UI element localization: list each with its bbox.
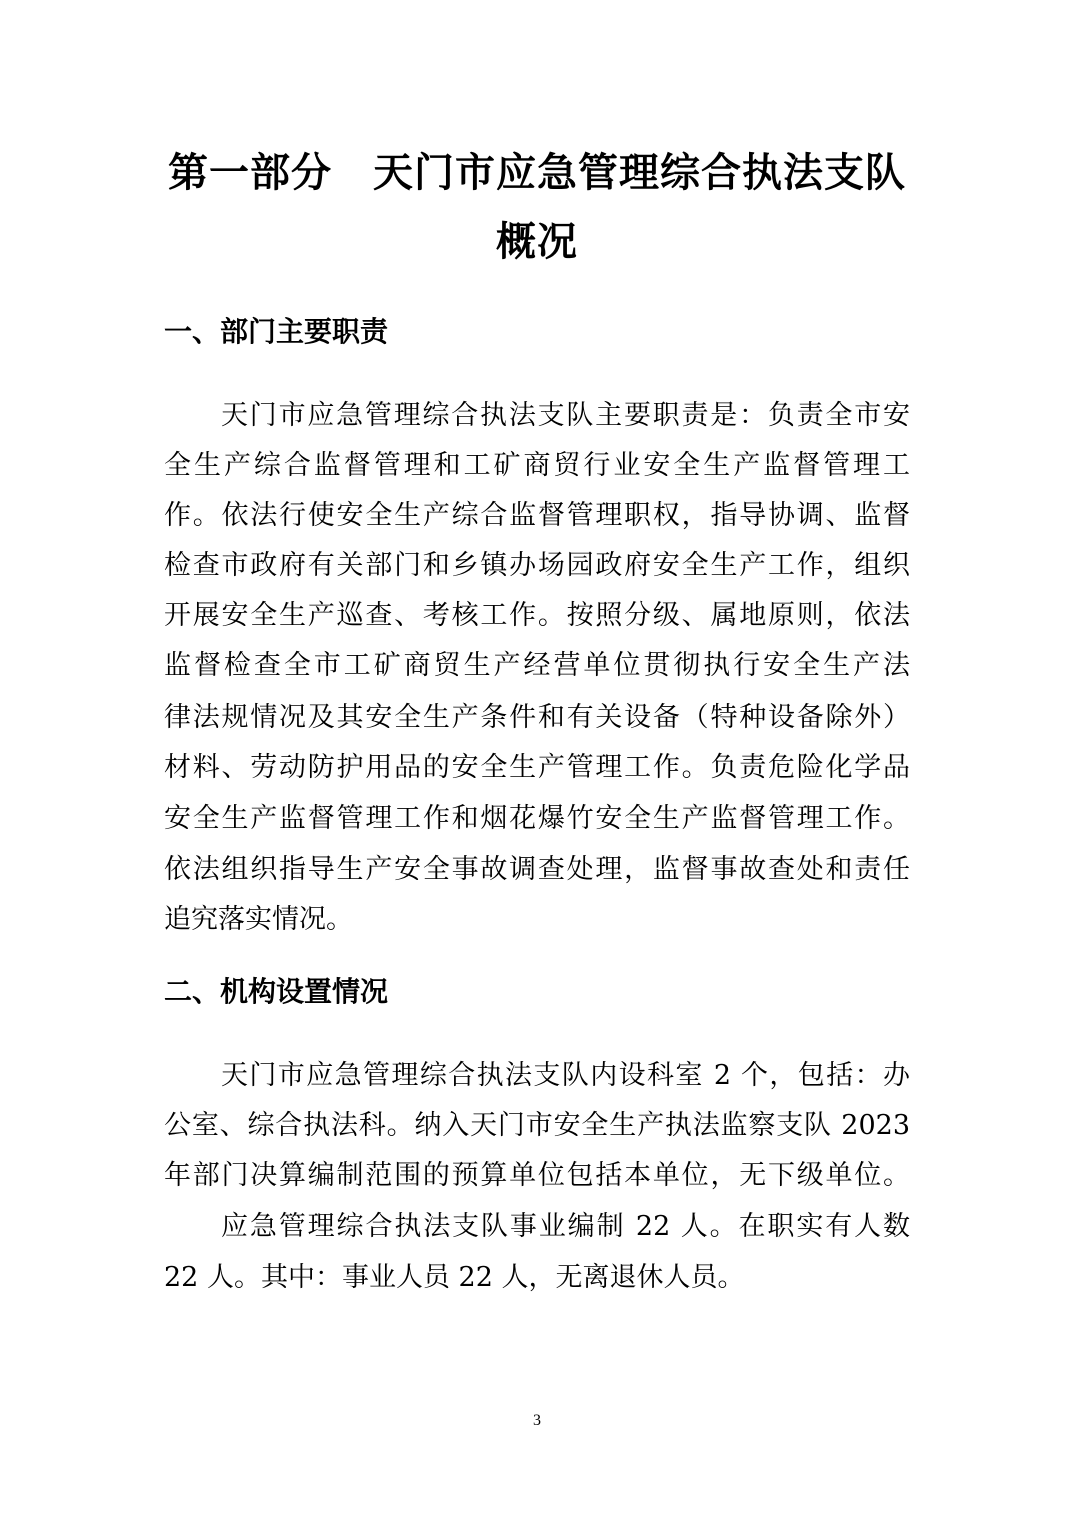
paragraph-line: 追究落实情况。 xyxy=(164,904,353,935)
paragraph-line: 作。依法行使安全生产综合监督管理职权，指导协调、监督 xyxy=(164,500,910,531)
paragraph-line: 天门市应急管理综合执法支队主要职责是：负责全市安 xyxy=(221,400,910,431)
paragraph-line: 年部门决算编制范围的预算单位包括本单位，无下级单位。 xyxy=(164,1160,910,1191)
paragraph-line: 检查市政府有关部门和乡镇办场园政府安全生产工作，组织 xyxy=(164,550,910,581)
page-title-line-1: 第一部分 天门市应急管理综合执法支队 xyxy=(168,150,906,196)
section-heading-organization: 二、机构设置情况 xyxy=(164,975,389,1008)
paragraph-line: 开展安全生产巡查、考核工作。按照分级、属地原则，依法 xyxy=(164,600,910,631)
paragraph-line: 公室、综合执法科。纳入天门市安全生产执法监察支队 2023 xyxy=(164,1110,910,1141)
paragraph-line: 天门市应急管理综合执法支队内设科室 2 个，包括：办 xyxy=(221,1060,910,1091)
paragraph-line: 安全生产监督管理工作和烟花爆竹安全生产监督管理工作。 xyxy=(164,803,910,834)
paragraph-line: 全生产综合监督管理和工矿商贸行业安全生产监督管理工 xyxy=(164,450,910,481)
page-number: 3 xyxy=(533,1412,541,1429)
paragraph-line: 监督检查全市工矿商贸生产经营单位贯彻执行安全生产法 xyxy=(164,650,910,681)
paragraph-line: 材料、劳动防护用品的安全生产管理工作。负责危险化学品 xyxy=(164,752,910,783)
paragraph-line: 依法组织指导生产安全事故调查处理，监督事故查处和责任 xyxy=(164,854,910,885)
paragraph-line: 律法规情况及其安全生产条件和有关设备（特种设备除外） xyxy=(164,702,910,733)
section-heading-responsibilities: 一、部门主要职责 xyxy=(164,315,389,348)
page-title-line-2: 概况 xyxy=(496,219,578,265)
paragraph-line: 22 人。其中：事业人员 22 人，无离退休人员。 xyxy=(164,1262,745,1293)
paragraph-line: 应急管理综合执法支队事业编制 22 人。在职实有人数 xyxy=(221,1211,910,1242)
